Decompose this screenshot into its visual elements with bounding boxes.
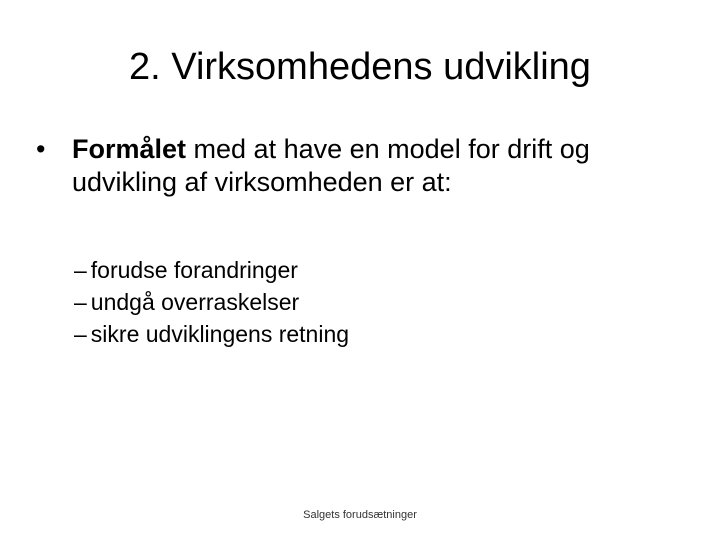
slide-footer: Salgets forudsætninger	[303, 509, 417, 521]
sub-bullet-list	[74, 254, 674, 350]
slide-title: 2. Virksomhedens udvikling	[129, 46, 591, 88]
dash-marker: –	[74, 321, 87, 347]
bullet-marker: •	[36, 134, 46, 164]
sub-bullet-text: forudse forandringer	[90, 257, 298, 283]
dash-marker: –	[74, 289, 87, 315]
bullet-rest-text: med at have en model for drift og udvikling af virksomheden er at:	[72, 134, 590, 197]
sub-bullet-item	[74, 318, 674, 350]
sub-bullet-text: undgå overraskelser	[90, 289, 300, 315]
sub-bullet-text: sikre udviklingens retning	[90, 321, 350, 347]
sub-bullet-item	[74, 254, 674, 286]
bullet-text	[72, 133, 672, 199]
dash-marker: –	[74, 257, 87, 283]
sub-bullet-item	[74, 286, 674, 318]
bullet-bold-text: Formålet	[72, 134, 187, 164]
